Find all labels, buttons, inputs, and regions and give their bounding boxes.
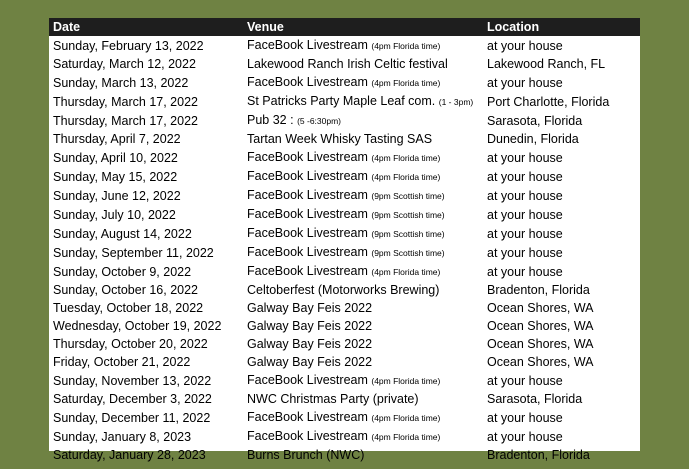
event-time-note: (4pm Florida time) bbox=[371, 432, 441, 442]
event-location: at your house bbox=[487, 373, 563, 388]
event-location: at your house bbox=[487, 75, 563, 90]
event-location: Bradenton, Florida bbox=[487, 283, 590, 297]
event-location: Port Charlotte, Florida bbox=[487, 94, 610, 109]
event-date: Sunday, January 8, 2023 bbox=[53, 429, 192, 444]
event-time-note: (4pm Florida time) bbox=[371, 376, 441, 386]
table-row bbox=[49, 130, 640, 148]
event-venue-cell bbox=[243, 130, 483, 148]
event-location: at your house bbox=[487, 264, 563, 279]
event-venue: FaceBook Livestream bbox=[247, 264, 368, 278]
events-table bbox=[49, 18, 640, 464]
event-venue: FaceBook Livestream bbox=[247, 245, 368, 259]
header-location: Location bbox=[487, 20, 540, 34]
event-venue: FaceBook Livestream bbox=[247, 429, 368, 443]
event-date: Sunday, October 16, 2022 bbox=[53, 283, 199, 297]
table-body bbox=[49, 36, 640, 464]
event-venue-cell bbox=[243, 390, 483, 408]
event-venue-cell bbox=[243, 371, 483, 390]
event-venue-cell bbox=[243, 299, 483, 317]
table-row bbox=[49, 262, 640, 281]
table-row bbox=[49, 299, 640, 317]
event-venue: FaceBook Livestream bbox=[247, 38, 368, 52]
event-venue: NWC Christmas Party (private) bbox=[247, 392, 419, 406]
event-venue: Burns Brunch (NWC) bbox=[247, 448, 365, 462]
event-date: Sunday, June 12, 2022 bbox=[53, 188, 181, 203]
event-location: at your house bbox=[487, 226, 563, 241]
table-row bbox=[49, 186, 640, 205]
event-venue-cell bbox=[243, 262, 483, 281]
event-venue-cell bbox=[243, 446, 483, 464]
event-location: Lakewood Ranch, FL bbox=[487, 57, 606, 71]
event-venue-cell bbox=[243, 92, 483, 111]
table-row bbox=[49, 224, 640, 243]
event-venue: FaceBook Livestream bbox=[247, 75, 368, 89]
event-date: Saturday, March 12, 2022 bbox=[53, 57, 196, 71]
event-time-note: (5 -6:30pm) bbox=[297, 116, 341, 126]
event-location: at your house bbox=[487, 245, 563, 260]
event-date: Wednesday, October 19, 2022 bbox=[53, 319, 222, 333]
table-row bbox=[49, 167, 640, 186]
event-venue: Galway Bay Feis 2022 bbox=[247, 355, 373, 369]
table-row bbox=[49, 36, 640, 55]
event-date: Tuesday, October 18, 2022 bbox=[53, 301, 204, 315]
event-date: Thursday, April 7, 2022 bbox=[53, 132, 181, 146]
table-row bbox=[49, 371, 640, 390]
table-row bbox=[49, 205, 640, 224]
event-venue-cell bbox=[243, 73, 483, 92]
event-venue: FaceBook Livestream bbox=[247, 373, 368, 387]
table-row bbox=[49, 243, 640, 262]
header-date: Date bbox=[53, 20, 81, 34]
event-venue-cell bbox=[243, 224, 483, 243]
event-date: Thursday, October 20, 2022 bbox=[53, 337, 208, 351]
table-row bbox=[49, 446, 640, 464]
event-venue: FaceBook Livestream bbox=[247, 226, 368, 240]
event-venue-cell bbox=[243, 55, 483, 73]
event-date: Thursday, March 17, 2022 bbox=[53, 113, 198, 128]
table-row bbox=[49, 408, 640, 427]
event-time-note: (4pm Florida time) bbox=[371, 78, 441, 88]
event-venue: FaceBook Livestream bbox=[247, 169, 368, 183]
event-venue-cell bbox=[243, 167, 483, 186]
event-date: Sunday, July 10, 2022 bbox=[53, 207, 176, 222]
event-location: at your house bbox=[487, 207, 563, 222]
event-time-note: (4pm Florida time) bbox=[371, 153, 441, 163]
event-venue-cell bbox=[243, 243, 483, 262]
event-time-note: (9pm Scottish time) bbox=[371, 210, 445, 220]
event-date: Sunday, March 13, 2022 bbox=[53, 75, 189, 90]
event-date: Sunday, August 14, 2022 bbox=[53, 226, 192, 241]
event-location: Sarasota, Florida bbox=[487, 113, 583, 128]
event-date: Sunday, February 13, 2022 bbox=[53, 38, 204, 53]
event-venue-cell bbox=[243, 205, 483, 224]
event-venue-cell bbox=[243, 335, 483, 353]
table-row bbox=[49, 317, 640, 335]
event-time-note: (4pm Florida time) bbox=[371, 413, 441, 423]
header-row bbox=[49, 18, 640, 36]
event-location: at your house bbox=[487, 410, 563, 425]
event-venue-cell bbox=[243, 427, 483, 446]
event-time-note: (4pm Florida time) bbox=[371, 41, 441, 51]
event-date: Sunday, May 15, 2022 bbox=[53, 169, 178, 184]
event-venue: Celtoberfest (Motorworks Brewing) bbox=[247, 283, 440, 297]
table-row bbox=[49, 92, 640, 111]
event-venue-cell bbox=[243, 353, 483, 371]
event-venue-cell bbox=[243, 186, 483, 205]
event-location: Ocean Shores, WA bbox=[487, 301, 594, 315]
event-location: at your house bbox=[487, 188, 563, 203]
event-date: Thursday, March 17, 2022 bbox=[53, 94, 198, 109]
event-venue: Galway Bay Feis 2022 bbox=[247, 301, 373, 315]
event-date: Sunday, November 13, 2022 bbox=[53, 373, 212, 388]
event-venue-cell bbox=[243, 317, 483, 335]
event-location: Dunedin, Florida bbox=[487, 132, 579, 146]
event-location: Bradenton, Florida bbox=[487, 448, 590, 462]
event-location: Ocean Shores, WA bbox=[487, 319, 594, 333]
event-venue-cell bbox=[243, 36, 483, 55]
event-date: Saturday, December 3, 2022 bbox=[53, 392, 212, 406]
event-time-note: (9pm Scottish time) bbox=[371, 191, 445, 201]
event-time-note: (9pm Scottish time) bbox=[371, 229, 445, 239]
event-date: Sunday, April 10, 2022 bbox=[53, 150, 178, 165]
event-location: Sarasota, Florida bbox=[487, 392, 583, 406]
event-time-note: (4pm Florida time) bbox=[371, 172, 441, 182]
schedule-sheet bbox=[49, 18, 640, 462]
event-location: at your house bbox=[487, 38, 563, 53]
table-row bbox=[49, 353, 640, 371]
event-date: Sunday, October 9, 2022 bbox=[53, 264, 192, 279]
table-row bbox=[49, 427, 640, 446]
table-row bbox=[49, 335, 640, 353]
event-venue: Pub 32 : bbox=[247, 113, 294, 127]
header-venue: Venue bbox=[247, 20, 284, 34]
event-venue: Tartan Week Whisky Tasting SAS bbox=[247, 132, 433, 146]
event-venue-cell bbox=[243, 281, 483, 299]
event-venue: Galway Bay Feis 2022 bbox=[247, 319, 373, 333]
event-venue-cell bbox=[243, 148, 483, 167]
event-location: Ocean Shores, WA bbox=[487, 337, 594, 351]
event-location: at your house bbox=[487, 150, 563, 165]
event-venue: FaceBook Livestream bbox=[247, 188, 368, 202]
event-venue: Lakewood Ranch Irish Celtic festival bbox=[247, 57, 448, 71]
event-date: Sunday, September 11, 2022 bbox=[53, 245, 214, 260]
table-row bbox=[49, 148, 640, 167]
table-row bbox=[49, 281, 640, 299]
table-row bbox=[49, 55, 640, 73]
event-date: Friday, October 21, 2022 bbox=[53, 355, 191, 369]
event-location: at your house bbox=[487, 169, 563, 184]
event-venue-cell bbox=[243, 111, 483, 130]
event-venue: FaceBook Livestream bbox=[247, 150, 368, 164]
event-time-note: (1 - 3pm) bbox=[438, 97, 474, 107]
event-venue: FaceBook Livestream bbox=[247, 410, 368, 424]
event-location: at your house bbox=[487, 429, 563, 444]
event-location: Ocean Shores, WA bbox=[487, 355, 594, 369]
event-date: Sunday, December 11, 2022 bbox=[53, 410, 211, 425]
event-venue: St Patricks Party Maple Leaf com. bbox=[247, 94, 436, 108]
event-venue: FaceBook Livestream bbox=[247, 207, 368, 221]
table-row bbox=[49, 390, 640, 408]
event-time-note: (4pm Florida time) bbox=[371, 267, 441, 277]
event-time-note: (9pm Scottish time) bbox=[371, 248, 445, 258]
event-venue-cell bbox=[243, 408, 483, 427]
event-date: Saturday, January 28, 2023 bbox=[53, 448, 206, 462]
table-row bbox=[49, 73, 640, 92]
event-venue: Galway Bay Feis 2022 bbox=[247, 337, 373, 351]
table-row bbox=[49, 111, 640, 130]
